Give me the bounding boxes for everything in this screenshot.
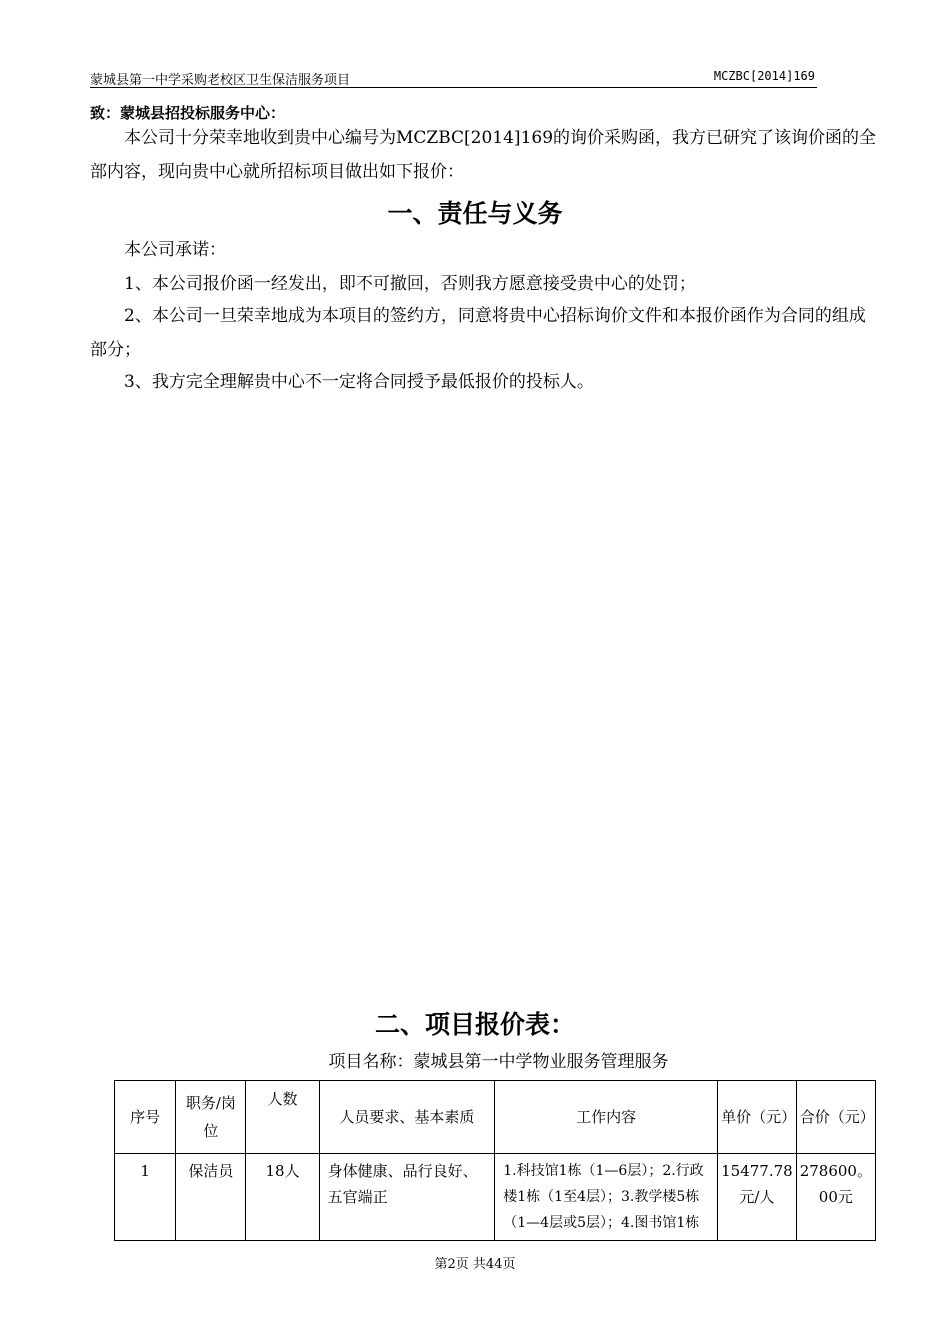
th-total: 合价（元） — [796, 1081, 875, 1154]
section2-title: 二、项目报价表： — [374, 1010, 575, 1039]
project-name: 项目名称：蒙城县第一中学物业服务管理服务 — [328, 1052, 669, 1072]
cell-req: 身体健康、品行良好、五官端正 — [319, 1154, 495, 1241]
th-req: 人员要求、基本素质 — [319, 1081, 495, 1154]
page-header — [90, 68, 817, 88]
promise-item-2: 2、本公司一旦荣幸地成为本项目的签约方，同意将贵中心招标询价文件和本报价函作为合同的组成部分； — [90, 306, 866, 360]
header-project-title: 蒙城县第一中学采购老校区卫生保洁服务项目 — [90, 73, 351, 88]
th-count: 人数 — [246, 1081, 319, 1154]
th-no: 序号 — [115, 1081, 176, 1154]
table-row — [115, 1154, 876, 1241]
cell-unit-price: 15477.78元/人 — [718, 1154, 797, 1241]
cell-work: 1.科技馆1栋（1—6层）；2.行政楼1栋（1至4层）；3.教学楼5栋（1—4层或5层）；4.图书馆1栋 — [495, 1154, 718, 1241]
letter-intro: 本公司十分荣幸地收到贵中心编号为MCZBC[2014]169的询价采购函，我方已研究了该询价函的全部内容，现向贵中心就所招标项目做出如下报价： — [90, 128, 877, 182]
cell-post: 保洁员 — [176, 1154, 246, 1241]
page-footer: 第2页 共44页 — [434, 1257, 516, 1272]
th-post: 职务/岗位 — [176, 1081, 246, 1154]
promise-item-3: 3、我方完全理解贵中心不一定将合同授予最低报价的投标人。 — [124, 372, 594, 392]
letter-recipient: 致：蒙城县招投标服务中心： — [90, 104, 286, 122]
promise-heading: 本公司承诺： — [124, 240, 226, 260]
section1-title: 一、责任与义务 — [387, 199, 563, 228]
th-unit-price: 单价（元） — [718, 1081, 797, 1154]
quote-table — [114, 1080, 876, 1241]
th-work: 工作内容 — [495, 1081, 718, 1154]
header-code: MCZBC[2014]169 — [713, 69, 815, 83]
cell-count: 18人 — [246, 1154, 319, 1241]
table-header-row — [115, 1081, 876, 1154]
cell-no: 1 — [115, 1154, 176, 1241]
promise-item-1: 1、本公司报价函一经发出，即不可撤回，否则我方愿意接受贵中心的处罚； — [124, 274, 696, 294]
cell-total: 278600。00元 — [796, 1154, 875, 1241]
